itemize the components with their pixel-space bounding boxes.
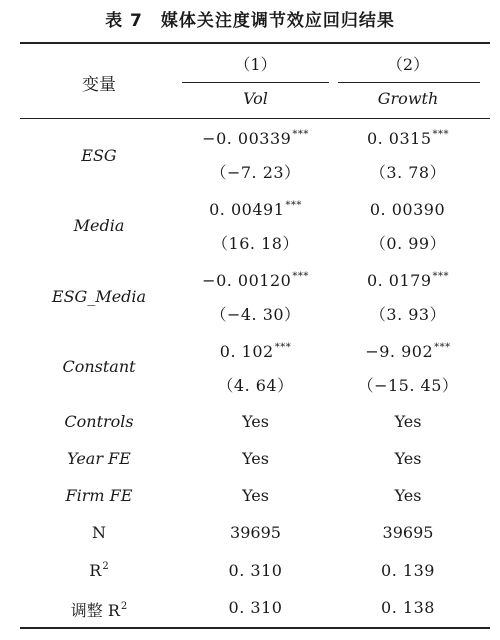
tstat-esg-1: （−7. 23） (210, 163, 301, 182)
r2-label: R (89, 561, 102, 580)
row-var-firm-fe: Firm FE (65, 486, 133, 505)
coef-media-1 (178, 200, 333, 219)
col2-dependent: Growth (377, 89, 439, 108)
coef-value: 0. 00390 (369, 200, 446, 219)
tstat-esgmedia-2: （3. 93） (369, 305, 447, 324)
tstat-constant-1: （4. 64） (217, 376, 294, 395)
tstat-media-2: （0. 99） (369, 234, 447, 253)
sig-stars: *** (274, 342, 292, 353)
sig-stars: *** (432, 129, 450, 140)
adj-r2-superscript: 2 (120, 601, 128, 612)
header-rule (20, 118, 490, 119)
top-rule (20, 42, 490, 44)
bottom-rule (20, 627, 490, 629)
col2-number: （2） (386, 55, 430, 74)
row-var-year-fe: Year FE (67, 449, 131, 468)
row-var-r2 (20, 561, 178, 580)
table-title: 表 7 媒体关注度调节效应回归结果 (105, 11, 395, 31)
coef-value: 0. 0179 (366, 271, 432, 290)
sig-stars: *** (432, 271, 450, 282)
adj-r2-2: 0. 138 (381, 598, 435, 617)
coef-constant-1 (178, 342, 333, 361)
sig-stars: *** (292, 271, 309, 282)
tstat-esgmedia-1: （−4. 30） (210, 305, 301, 324)
year-fe-1: Yes (242, 449, 269, 468)
col1-number: （1） (234, 55, 277, 74)
n-1: 39695 (230, 523, 281, 542)
coef-value: 0. 102 (219, 342, 274, 361)
row-var-esg-media: ESG_Media (51, 287, 147, 306)
coef-value: 0. 00491 (209, 200, 285, 219)
row-var-controls: Controls (64, 412, 134, 431)
coef-esgmedia-2 (333, 271, 483, 290)
sig-stars: *** (434, 342, 451, 353)
n-2: 39695 (382, 523, 434, 542)
row-var-esg: ESG (81, 146, 117, 165)
col2-subrule (338, 82, 480, 83)
coef-esg-2 (333, 129, 483, 148)
coef-constant-2 (333, 342, 483, 361)
r2-superscript: 2 (102, 561, 109, 572)
col1-dependent: Vol (243, 89, 268, 108)
coef-value: 0. 0315 (366, 129, 432, 148)
tstat-constant-2: （−15. 45） (357, 376, 459, 395)
row-var-adj-r2 (20, 598, 178, 621)
r2-1: 0. 310 (228, 561, 283, 580)
row-var-n: N (92, 523, 106, 542)
sig-stars: *** (285, 200, 302, 211)
coef-value: −0. 00120 (202, 271, 292, 290)
coef-value: −9. 902 (365, 342, 434, 361)
firm-fe-2: Yes (394, 486, 422, 505)
tstat-esg-2: （3. 78） (369, 163, 447, 182)
coef-esgmedia-1 (178, 271, 333, 290)
year-fe-2: Yes (394, 449, 422, 468)
variable-header: 变量 (82, 75, 116, 95)
tstat-media-1: （16. 18） (212, 234, 299, 253)
adj-r2-label: 调整 R (70, 601, 120, 620)
row-var-media: Media (73, 216, 125, 235)
controls-1: Yes (242, 412, 269, 431)
firm-fe-1: Yes (242, 486, 269, 505)
col1-subrule (182, 82, 329, 83)
coef-media-2 (333, 200, 483, 219)
coef-esg-1 (178, 129, 333, 148)
coef-value: −0. 00339 (202, 129, 292, 148)
r2-2: 0. 139 (381, 561, 435, 580)
controls-2: Yes (394, 412, 422, 431)
adj-r2-1: 0. 310 (228, 598, 283, 617)
row-var-constant: Constant (62, 357, 136, 376)
sig-stars: *** (292, 129, 309, 140)
